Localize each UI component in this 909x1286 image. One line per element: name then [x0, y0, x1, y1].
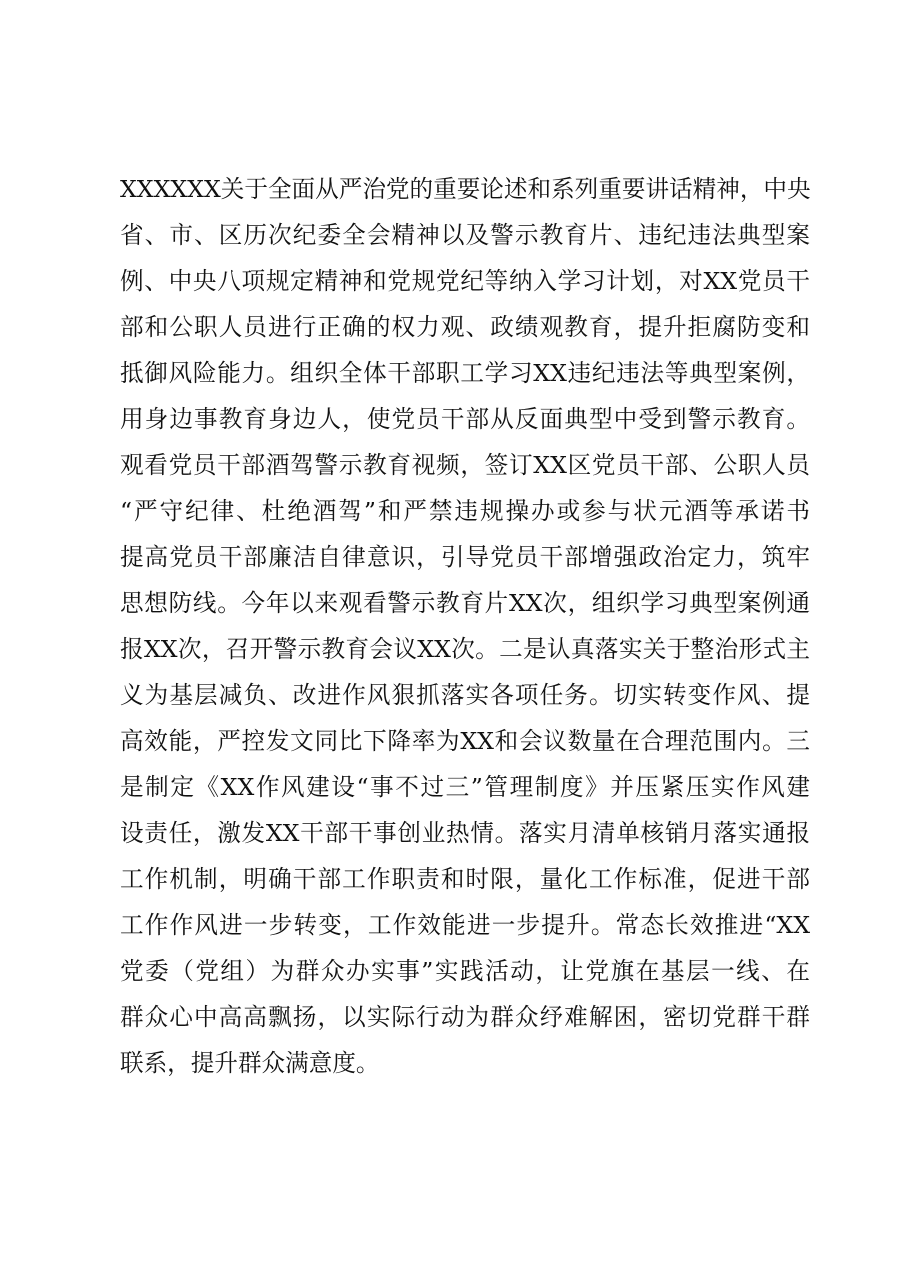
text-line: 是制定《XX作风建设“事不过三”管理制度》并压紧压实作风建: [120, 773, 810, 801]
body-paragraph: [120, 166, 810, 1086]
text-line: 抵御风险能力。组织全体干部职工学习XX违纪违法等典型案例，: [120, 359, 810, 387]
text-line: 部和公职人员进行正确的权力观、政绩观教育，提升拒腐防变和: [120, 313, 810, 341]
text-line: 工作机制，明确干部工作职责和时限，量化工作标准，促进干部: [120, 865, 810, 893]
text-line: 义为基层减负、改进作风狠抓落实各项任务。切实转变作风、提: [120, 681, 810, 709]
text-line: 联系，提升群众满意度。: [120, 1049, 380, 1077]
text-line: 思想防线。今年以来观看警示教育片XX次，组织学习典型案例通: [120, 589, 810, 617]
text-line: XXXXXX关于全面从严治党的重要论述和系列重要讲话精神，中央: [120, 175, 811, 203]
text-line: 群众心中高高飘扬，以实际行动为群众纾难解困，密切党群干群: [120, 1003, 810, 1031]
text-line: 报XX次，召开警示教育会议XX次。二是认真落实关于整治形式主: [120, 635, 810, 663]
text-line: 工作作风进一步转变，工作效能进一步提升。常态长效推进“XX: [120, 911, 810, 939]
text-line: 观看党员干部酒驾警示教育视频，签订XX区党员干部、公职人员: [120, 451, 810, 479]
text-line: 例、中央八项规定精神和党规党纪等纳入学习计划，对XX党员干: [120, 267, 810, 295]
text-line: 党委（党组）为群众办实事”实践活动，让党旗在基层一线、在: [120, 957, 810, 985]
text-line: 高效能，严控发文同比下降率为XX和会议数量在合理范围内。三: [120, 727, 810, 755]
text-line: 用身边事教育身边人，使党员干部从反面典型中受到警示教育。: [120, 405, 810, 433]
text-line: 提高党员干部廉洁自律意识，引导党员干部增强政治定力，筑牢: [120, 543, 810, 571]
text-line: “严守纪律、杜绝酒驾”和严禁违规操办或参与状元酒等承诺书: [120, 497, 810, 525]
text-line: 省、市、区历次纪委全会精神以及警示教育片、违纪违法典型案: [120, 221, 810, 249]
text-line: 设责任，激发XX干部干事创业热情。落实月清单核销月落实通报: [120, 819, 810, 847]
